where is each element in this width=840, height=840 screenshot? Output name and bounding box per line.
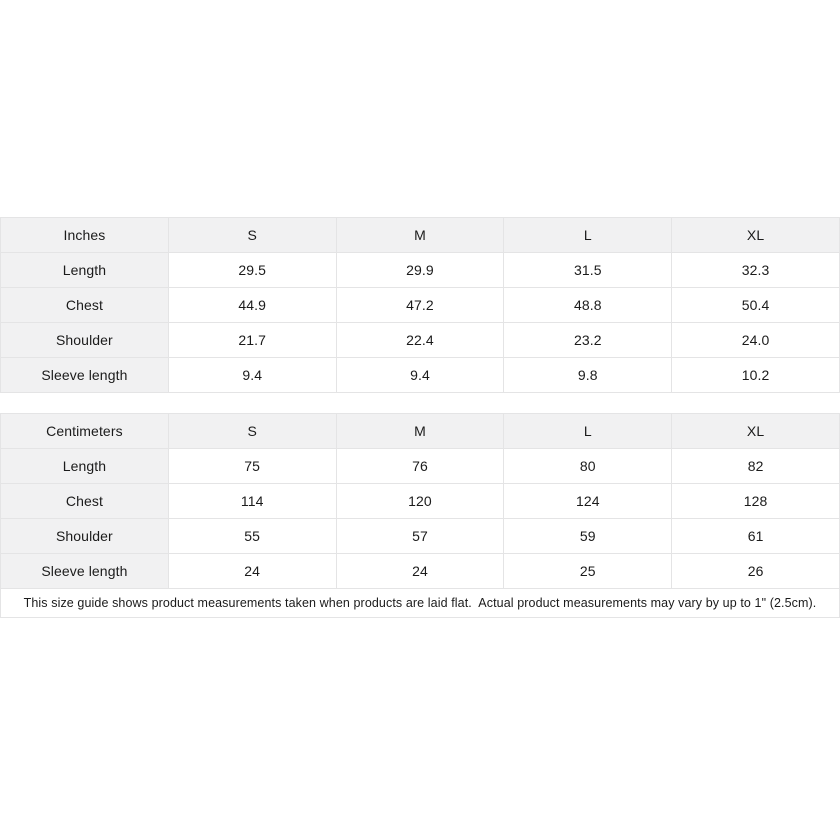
table-row xyxy=(1,323,840,358)
size-header-cell: L xyxy=(504,218,672,253)
size-header-cell: S xyxy=(168,414,336,449)
measurement-value-cell: 61 xyxy=(672,519,840,554)
measurement-value-cell: 57 xyxy=(336,519,504,554)
measurement-value-cell: 55 xyxy=(168,519,336,554)
size-header-cell: L xyxy=(504,414,672,449)
measurement-label-cell: Length xyxy=(1,449,169,484)
measurement-value-cell: 31.5 xyxy=(504,253,672,288)
measurement-value-cell: 23.2 xyxy=(504,323,672,358)
size-header-cell: XL xyxy=(672,414,840,449)
measurement-value-cell: 25 xyxy=(504,554,672,589)
measurement-value-cell: 44.9 xyxy=(168,288,336,323)
measurement-label-cell: Sleeve length xyxy=(1,554,169,589)
table-row xyxy=(1,449,840,484)
measurement-value-cell: 24.0 xyxy=(672,323,840,358)
table-row xyxy=(1,554,840,589)
measurement-value-cell: 59 xyxy=(504,519,672,554)
measurement-value-cell: 48.8 xyxy=(504,288,672,323)
measurement-value-cell: 21.7 xyxy=(168,323,336,358)
table-row xyxy=(1,358,840,393)
size-table-centimeters xyxy=(0,413,840,589)
measurement-value-cell: 80 xyxy=(504,449,672,484)
measurement-value-cell: 29.5 xyxy=(168,253,336,288)
measurement-value-cell: 120 xyxy=(336,484,504,519)
measurement-value-cell: 75 xyxy=(168,449,336,484)
size-guide-footnote: This size guide shows product measurements taken when products are laid flat. Actual product measurements may vary by up to 1" (2.5cm). xyxy=(0,589,840,618)
measurement-value-cell: 47.2 xyxy=(336,288,504,323)
size-header-cell: XL xyxy=(672,218,840,253)
measurement-label-cell: Shoulder xyxy=(1,519,169,554)
measurement-value-cell: 26 xyxy=(672,554,840,589)
table-row xyxy=(1,484,840,519)
size-header-cell: M xyxy=(336,414,504,449)
measurement-value-cell: 128 xyxy=(672,484,840,519)
measurement-value-cell: 9.4 xyxy=(168,358,336,393)
measurement-value-cell: 76 xyxy=(336,449,504,484)
header-row xyxy=(1,218,840,253)
measurement-value-cell: 82 xyxy=(672,449,840,484)
size-table-inches xyxy=(0,217,840,393)
measurement-value-cell: 29.9 xyxy=(336,253,504,288)
measurement-label-cell: Length xyxy=(1,253,169,288)
measurement-value-cell: 9.8 xyxy=(504,358,672,393)
size-header-cell: M xyxy=(336,218,504,253)
unit-header-cell: Centimeters xyxy=(1,414,169,449)
measurement-value-cell: 124 xyxy=(504,484,672,519)
size-guide xyxy=(0,217,840,618)
measurement-value-cell: 114 xyxy=(168,484,336,519)
measurement-value-cell: 50.4 xyxy=(672,288,840,323)
table-row xyxy=(1,519,840,554)
measurement-value-cell: 24 xyxy=(336,554,504,589)
measurement-value-cell: 32.3 xyxy=(672,253,840,288)
measurement-value-cell: 22.4 xyxy=(336,323,504,358)
measurement-value-cell: 10.2 xyxy=(672,358,840,393)
size-header-cell: S xyxy=(168,218,336,253)
table-row xyxy=(1,253,840,288)
table-row xyxy=(1,288,840,323)
measurement-label-cell: Shoulder xyxy=(1,323,169,358)
measurement-value-cell: 9.4 xyxy=(336,358,504,393)
measurement-label-cell: Sleeve length xyxy=(1,358,169,393)
measurement-label-cell: Chest xyxy=(1,484,169,519)
header-row xyxy=(1,414,840,449)
unit-header-cell: Inches xyxy=(1,218,169,253)
measurement-value-cell: 24 xyxy=(168,554,336,589)
measurement-label-cell: Chest xyxy=(1,288,169,323)
